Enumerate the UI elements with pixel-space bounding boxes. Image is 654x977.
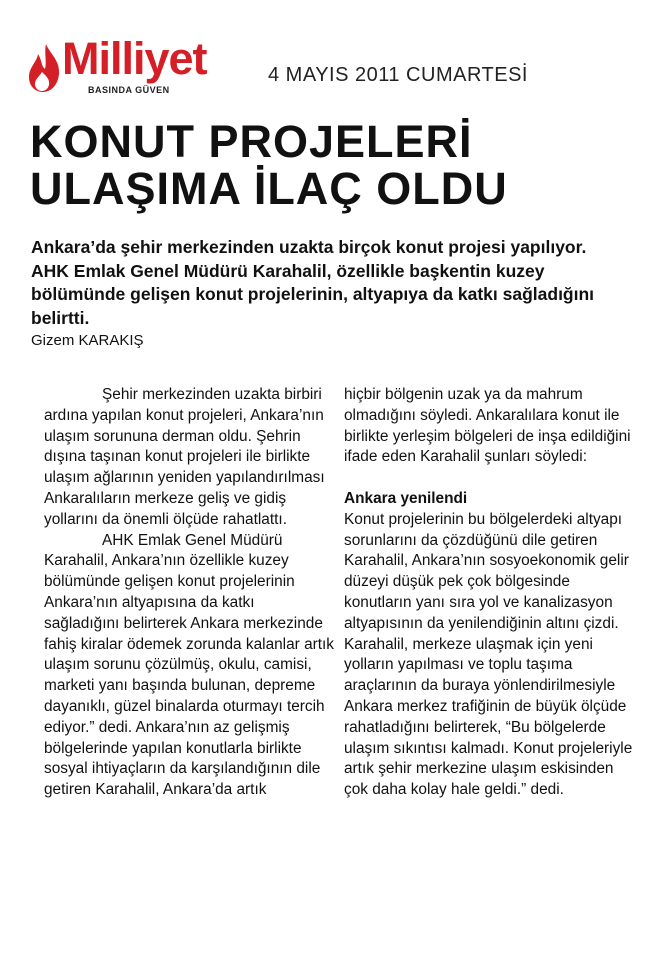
masthead bbox=[26, 33, 626, 102]
lead-paragraph: Ankara’da şehir merkezinden uzakta birçok konut projesi yapılıyor. AHK Emlak Genel Müdürü Karahalil, özellikle başkentin kuzey bölümünde gelişen konut projelerinin, altyapıya da katkı sağladığını belirtti. bbox=[31, 237, 595, 328]
body-paragraph: Şehir merkezinden uzakta birbiri ardına yapılan konut projeleri, Ankara’nın ulaşım sorununa derman oldu. Şehrin dışına taşınan konut projeleri ile birlikte ulaşım ağlarının yeniden yapılandırılması Ankaralıların merkeze geliş ve gidiş yollarını da önemli ölçüde rahatlattı. bbox=[44, 386, 325, 528]
issue-date: 4 MAYIS 2011 CUMARTESİ bbox=[268, 64, 528, 86]
body-paragraph: hiçbir bölgenin uzak ya da mahrum olmadığını söyledi. Ankaralılara konut ile birlikte yerleşim bölgeleri de inşa edildiğini ifade eden Karahalil şunları söyledi: bbox=[344, 386, 631, 466]
body-paragraph: Konut projelerinin bu bölgelerdeki altyapı sorunlarını da çözdüğünü dile getiren Karahalil, Ankara’nın sosyoekonomik gelir düzeyi düşük pek çok bölgesinde konutların yanı sıra yol ve kanalizasyon altyapısının da yenilendiğinin altını çizdi. Karahalil, merkeze ulaşmak için yeni yolların yapılması ve toplu taşıma araçlarının da buraya yönlendirilmesiyle Ankara merkez trafiğinin de büyük ölçüde rahatladığını belirterek, “Bu bölgelerde ulaşım sıkıntısı kalmadı. Konut projeleriyle artık şehir merkezine ulaşım eskisinden çok daha kolay hale geldi.” dedi. bbox=[344, 510, 633, 799]
headline-line-1: KONUT PROJELERİ bbox=[30, 116, 473, 167]
section-subheading: Ankara yenilendi bbox=[344, 489, 468, 507]
body-paragraph: AHK Emlak Genel Müdürü Karahalil, Ankara’nın özellikle kuzey bölümünde gelişen konut projelerinin Ankara’nın altyapısına da katkı sağladığını belirterek Ankara merkezinde fahiş kiralar ödemek zorunda kalanlar artık ulaşım sorunu çözülmüş, okulu, camisi, marketi yanı başında bulunan, depreme dayanıklı, güzel binalarda oturmayı tercih ediyor.” dedi. Ankara’nın az gelişmiş bölgelerinde yapılan konutlarla birlikte sosyal ihtiyaçların da karşılandığının dile getiren Karahalil, Ankara’da artık bbox=[44, 531, 334, 799]
flame-icon bbox=[26, 42, 62, 96]
article-column-right bbox=[344, 385, 634, 801]
headline-line-2: ULAŞIMA İLAÇ OLDU bbox=[30, 163, 508, 214]
headline bbox=[30, 118, 630, 212]
article-column-left bbox=[44, 385, 334, 801]
logo-tagline: BASINDA GÜVEN bbox=[88, 85, 170, 95]
author-byline: Gizem KARAKIŞ bbox=[31, 332, 144, 349]
logo-wordmark: Milliyet bbox=[62, 33, 207, 84]
